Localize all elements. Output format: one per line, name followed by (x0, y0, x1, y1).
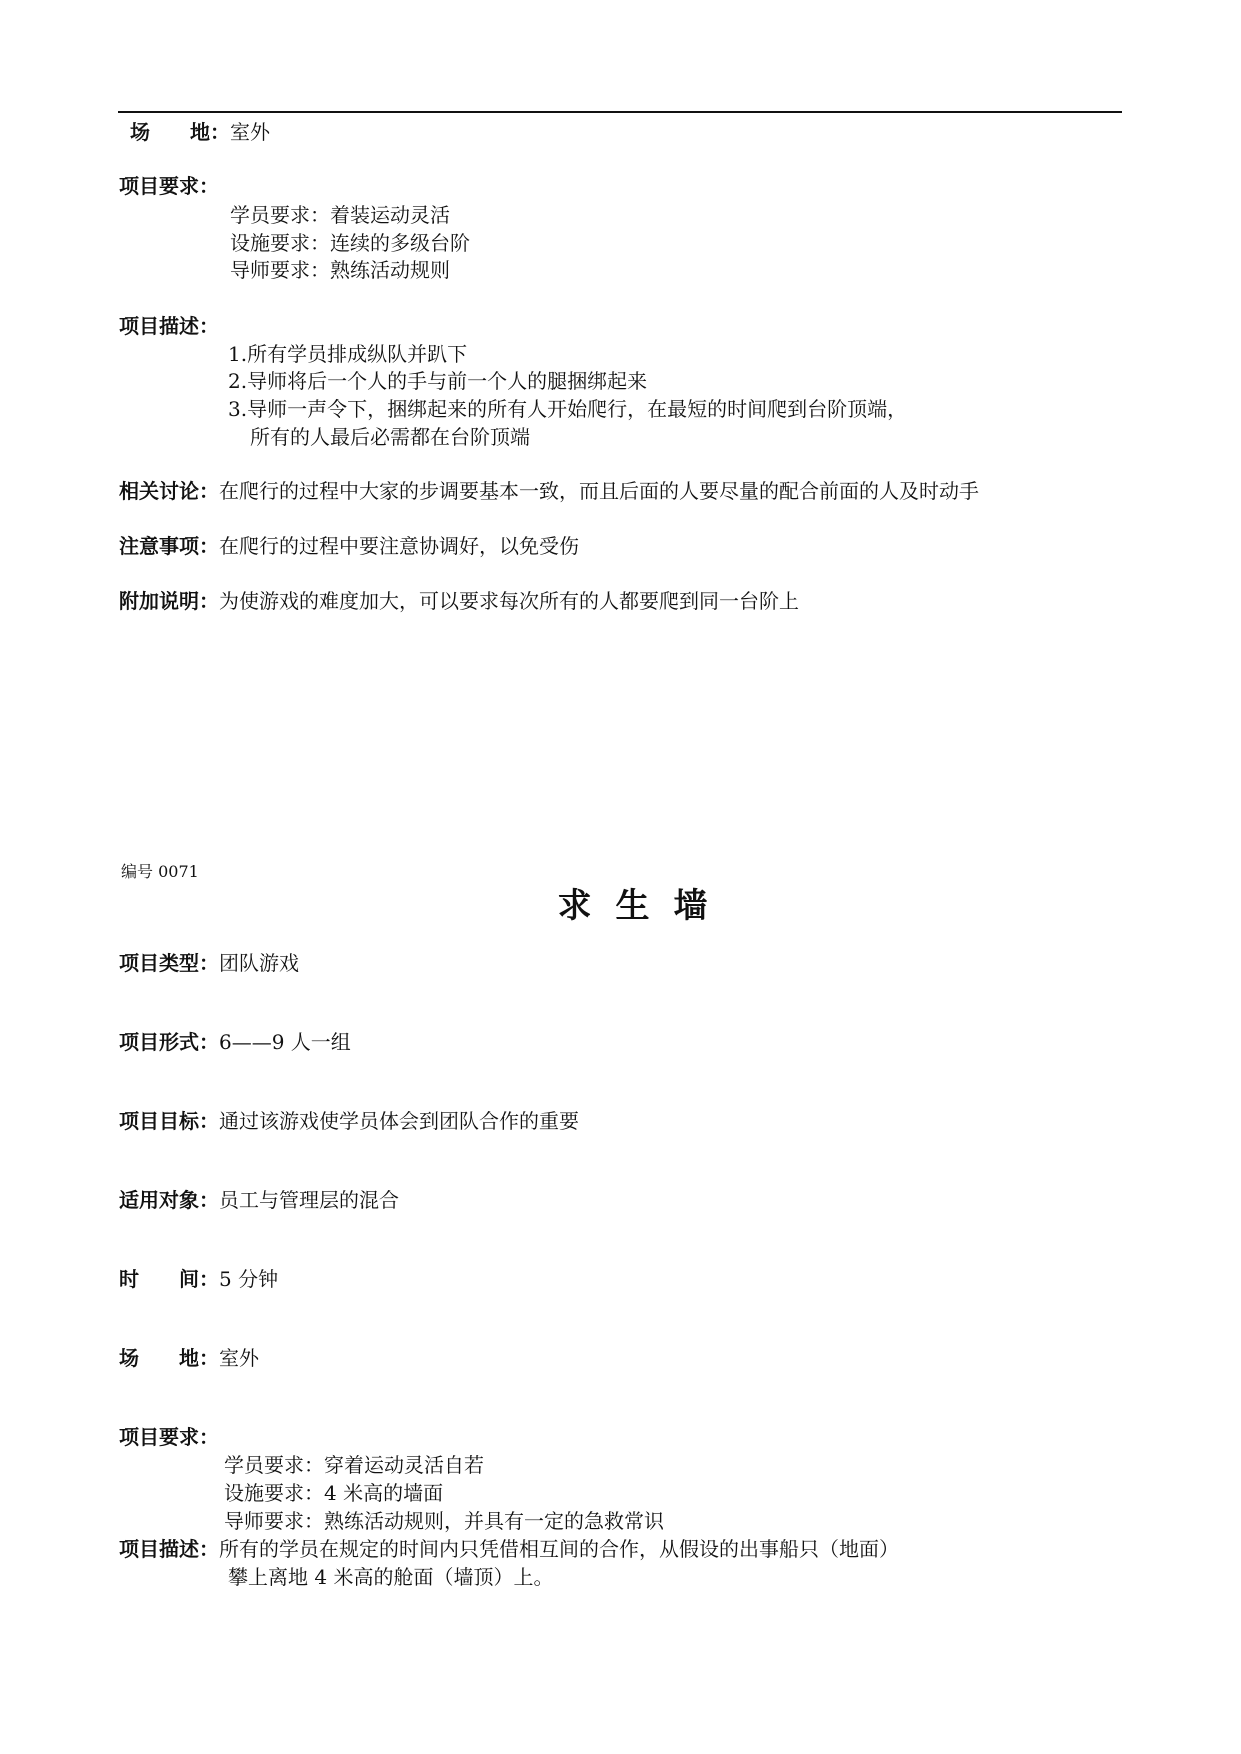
description-item: 所有的学员在规定的时间内只凭借相互间的合作，从假设的出事船只（地面） (219, 1537, 899, 1561)
additional-label: 附加说明： (119, 589, 219, 613)
discussion-value: 在爬行的过程中大家的步调要基本一致，而且后面的人要尽量的配合前面的人及时动手 (219, 479, 979, 503)
venue-label: 场 地： (119, 1346, 219, 1370)
type-row (119, 950, 299, 976)
notes-value: 在爬行的过程中要注意协调好，以免受伤 (219, 534, 579, 558)
requirement-item: 学员要求：穿着运动灵活自若 (224, 1453, 484, 1477)
requirements-label: 项目要求： (119, 174, 219, 198)
venue-label: 场 地： (130, 120, 230, 144)
requirements-heading (119, 1424, 219, 1450)
venue-row (130, 119, 270, 145)
description-heading (119, 313, 219, 339)
document-number: 编号 0071 (121, 862, 199, 881)
type-value: 团队游戏 (219, 951, 299, 975)
goal-label: 项目目标： (119, 1109, 219, 1133)
discussion-row (119, 478, 979, 504)
requirement-item: 导师要求：熟练活动规则，并具有一定的急救常识 (224, 1509, 664, 1533)
format-row (119, 1029, 351, 1055)
type-label: 项目类型： (119, 951, 219, 975)
requirements-heading (119, 173, 219, 199)
format-value: 6——9 人一组 (219, 1030, 351, 1054)
venue-value: 室外 (219, 1346, 259, 1370)
description-item: 攀上离地 4 米高的舱面（墙顶）上。 (228, 1565, 554, 1589)
goal-row (119, 1108, 579, 1134)
description-item: 2.导师将后一个人的手与前一个人的腿捆绑起来 (228, 369, 648, 393)
description-label: 项目描述： (119, 1537, 219, 1561)
format-label: 项目形式： (119, 1030, 219, 1054)
additional-row (119, 588, 799, 614)
page-title: 求生墙 (557, 886, 732, 926)
requirements-label: 项目要求： (119, 1425, 219, 1449)
time-label: 时 间： (119, 1267, 219, 1291)
time-row (119, 1266, 278, 1292)
header-rule (118, 111, 1122, 113)
requirement-item: 设施要求：4 米高的墙面 (224, 1481, 444, 1505)
requirement-item: 导师要求：熟练活动规则 (230, 258, 450, 282)
discussion-label: 相关讨论： (119, 479, 219, 503)
additional-value: 为使游戏的难度加大，可以要求每次所有的人都要爬到同一台阶上 (219, 589, 799, 613)
requirement-item: 设施要求：连续的多级台阶 (230, 231, 470, 255)
audience-row (119, 1187, 399, 1213)
requirement-item: 学员要求：着装运动灵活 (230, 203, 450, 227)
notes-row (119, 533, 579, 559)
time-value: 5 分钟 (219, 1267, 279, 1291)
description-item: 1.所有学员排成纵队并趴下 (228, 342, 468, 366)
description-item: 所有的人最后必需都在台阶顶端 (250, 425, 530, 449)
description-row (119, 1536, 899, 1562)
venue-row (119, 1345, 259, 1371)
notes-label: 注意事项： (119, 534, 219, 558)
description-item: 3.导师一声令下，捆绑起来的所有人开始爬行，在最短的时间爬到台阶顶端， (228, 397, 908, 421)
description-label: 项目描述： (119, 314, 219, 338)
audience-label: 适用对象： (119, 1188, 219, 1212)
venue-value: 室外 (230, 120, 270, 144)
audience-value: 员工与管理层的混合 (219, 1188, 399, 1212)
goal-value: 通过该游戏使学员体会到团队合作的重要 (219, 1109, 579, 1133)
